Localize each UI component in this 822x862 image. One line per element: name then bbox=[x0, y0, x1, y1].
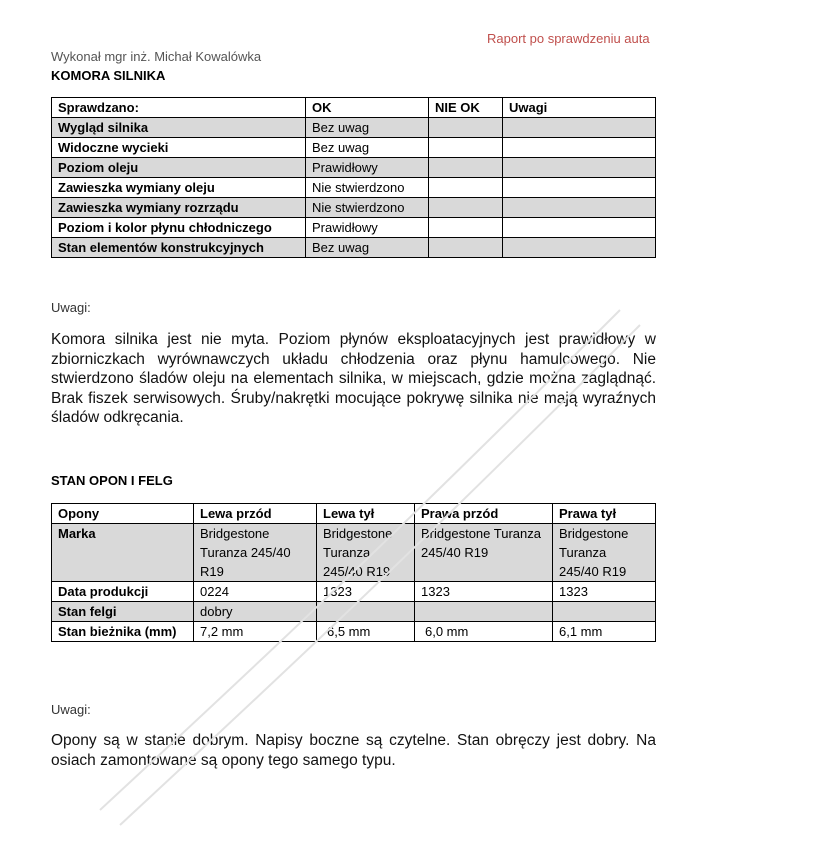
tire-cell bbox=[415, 602, 553, 622]
check-notes bbox=[503, 218, 656, 238]
check-notes bbox=[503, 118, 656, 138]
table-header-row bbox=[52, 98, 656, 118]
column-header: OK bbox=[306, 98, 429, 118]
table-row bbox=[52, 602, 656, 622]
check-item: Zawieszka wymiany oleju bbox=[52, 178, 306, 198]
check-item: Stan elementów konstrukcyjnych bbox=[52, 238, 306, 258]
check-nok bbox=[429, 218, 503, 238]
table-row bbox=[52, 238, 656, 258]
tire-cell: Bridgestone Turanza 245/40 R19 bbox=[317, 524, 415, 582]
check-nok bbox=[429, 118, 503, 138]
check-notes bbox=[503, 158, 656, 178]
tire-cell: 1323 bbox=[553, 582, 656, 602]
check-ok: Prawidłowy bbox=[306, 158, 429, 178]
tires-notes-text: Opony są w stanie dobrym. Napisy boczne są czytelne. Stan obręczy jest dobry. Na osiach zamontowane są opony tego samego typu. bbox=[51, 732, 656, 769]
table-header-row bbox=[52, 504, 656, 524]
tire-cell: 6,5 mm bbox=[317, 622, 415, 642]
check-nok bbox=[429, 138, 503, 158]
table-row bbox=[52, 524, 656, 582]
check-ok: Nie stwierdzono bbox=[306, 198, 429, 218]
engine-notes-label: Uwagi: bbox=[51, 300, 91, 315]
tire-cell: Bridgestone Turanza 245/40 R19 bbox=[553, 524, 656, 582]
column-header: Uwagi bbox=[503, 98, 656, 118]
column-header: NIE OK bbox=[429, 98, 503, 118]
check-item: Poziom oleju bbox=[52, 158, 306, 178]
row-label: Data produkcji bbox=[52, 582, 194, 602]
engine-check-table bbox=[51, 97, 656, 258]
column-header: Lewa przód bbox=[194, 504, 317, 524]
table-row bbox=[52, 138, 656, 158]
check-ok: Bez uwag bbox=[306, 238, 429, 258]
check-notes bbox=[503, 238, 656, 258]
table-row bbox=[52, 158, 656, 178]
tire-cell: 0224 bbox=[194, 582, 317, 602]
column-header: Opony bbox=[52, 504, 194, 524]
tires-notes-label: Uwagi: bbox=[51, 702, 91, 717]
tire-cell bbox=[553, 602, 656, 622]
column-header: Prawa przód bbox=[415, 504, 553, 524]
table-row bbox=[52, 198, 656, 218]
tires-table bbox=[51, 503, 656, 642]
column-header: Sprawdzano: bbox=[52, 98, 306, 118]
check-ok: Bez uwag bbox=[306, 138, 429, 158]
engine-section-title: KOMORA SILNIKA bbox=[51, 68, 166, 83]
check-ok: Nie stwierdzono bbox=[306, 178, 429, 198]
check-ok: Prawidłowy bbox=[306, 218, 429, 238]
tire-cell: 6,0 mm bbox=[415, 622, 553, 642]
table-row bbox=[52, 582, 656, 602]
table-row bbox=[52, 178, 656, 198]
tire-cell: dobry bbox=[194, 602, 317, 622]
tire-cell: 6,1 mm bbox=[553, 622, 656, 642]
tire-cell bbox=[317, 602, 415, 622]
check-nok bbox=[429, 158, 503, 178]
check-notes bbox=[503, 198, 656, 218]
tire-cell: 1323 bbox=[317, 582, 415, 602]
tire-cell: Bridgestone Turanza 245/40 R19 bbox=[194, 524, 317, 582]
table-row bbox=[52, 622, 656, 642]
check-nok bbox=[429, 198, 503, 218]
check-notes bbox=[503, 178, 656, 198]
tire-cell: Bridgestone Turanza 245/40 R19 bbox=[415, 524, 553, 582]
table-row bbox=[52, 118, 656, 138]
column-header: Lewa tył bbox=[317, 504, 415, 524]
check-nok bbox=[429, 178, 503, 198]
row-label: Stan bieżnika (mm) bbox=[52, 622, 194, 642]
table-row bbox=[52, 218, 656, 238]
tire-cell: 1323 bbox=[415, 582, 553, 602]
check-item: Zawieszka wymiany rozrządu bbox=[52, 198, 306, 218]
author-line: Wykonał mgr inż. Michał Kowalówka bbox=[51, 49, 262, 64]
engine-notes-text: Komora silnika jest nie myta. Poziom płynów eksploatacyjnych jest prawidłowy w zbiorniczkach wyrównawczych układu chłodzenia oraz płynu hamulcowego. Nie stwierdzono śladów oleju na elementach silnika, w miejscach, gdzie można zaglądnąć. Brak fiszek serwisowych. Śruby/nakrętki mocujące pokrywę silnika nie mają wyraźnych śladów odkręcania. bbox=[51, 331, 656, 426]
check-notes bbox=[503, 138, 656, 158]
tire-cell: 7,2 mm bbox=[194, 622, 317, 642]
check-nok bbox=[429, 238, 503, 258]
tires-section-title: STAN OPON I FELG bbox=[51, 473, 173, 488]
check-item: Poziom i kolor płynu chłodniczego bbox=[52, 218, 306, 238]
check-item: Wygląd silnika bbox=[52, 118, 306, 138]
column-header: Prawa tył bbox=[553, 504, 656, 524]
check-item: Widoczne wycieki bbox=[52, 138, 306, 158]
row-label: Marka bbox=[52, 524, 194, 582]
row-label: Stan felgi bbox=[52, 602, 194, 622]
check-ok: Bez uwag bbox=[306, 118, 429, 138]
report-title: Raport po sprawdzeniu auta bbox=[487, 31, 650, 46]
